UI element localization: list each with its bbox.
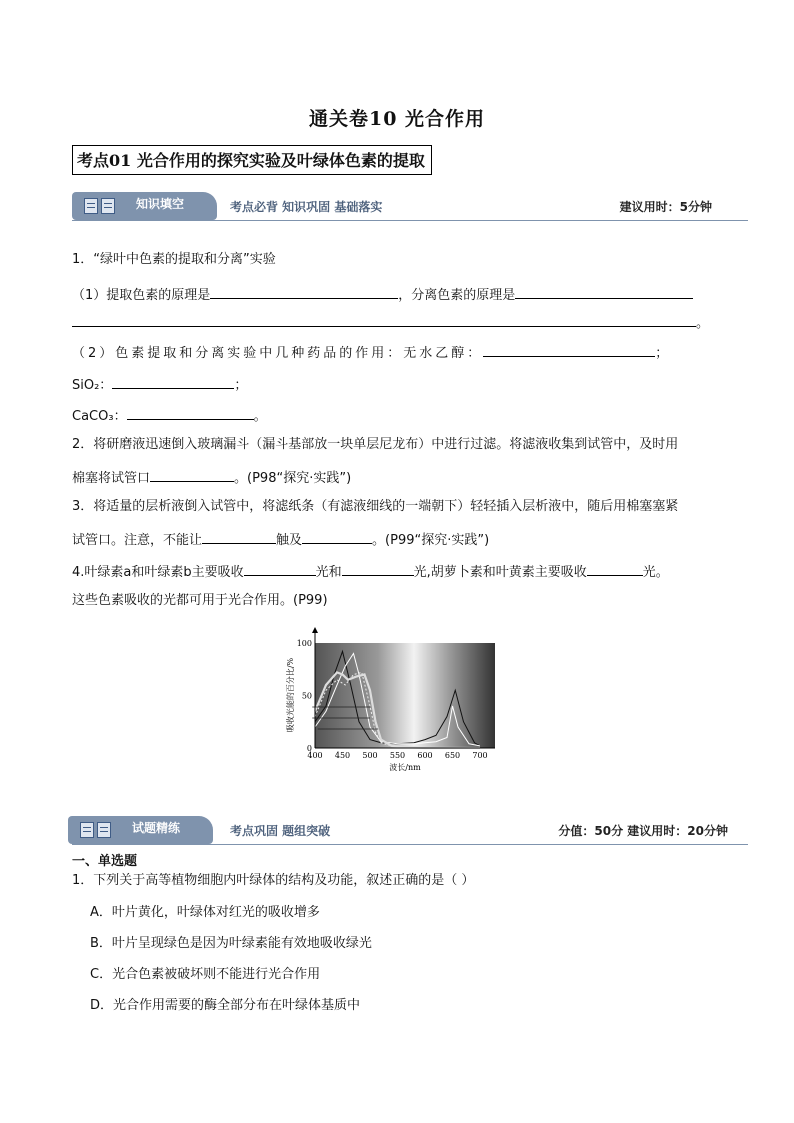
answer-blank[interactable] bbox=[150, 468, 234, 482]
item-2-line-2 bbox=[72, 468, 351, 487]
answer-blank[interactable] bbox=[202, 530, 276, 544]
x-tick-label: 700 bbox=[472, 751, 488, 760]
item-4-text-b: 光和 bbox=[315, 565, 342, 580]
item-4-text-d: 光。 bbox=[642, 565, 669, 580]
item-2-text-a: 棉塞将试管口 bbox=[72, 471, 151, 486]
item-3-text-c: 。(P99“探究·实践”) bbox=[372, 533, 490, 548]
period: 。 bbox=[696, 316, 710, 331]
item-4-line-2: 这些色素吸收的光都可用于光合作用。(P99) bbox=[72, 593, 328, 608]
y-tick-label: 100 bbox=[296, 639, 312, 648]
section-heading: 考点01 光合作用的探究实验及叶绿体色素的提取 bbox=[72, 145, 432, 175]
item-4-text-a: 4.叶绿素a和叶绿素b主要吸收 bbox=[72, 565, 244, 580]
banner-description: 考点必背 知识巩固 基础落实 bbox=[230, 200, 383, 214]
practice-banner bbox=[72, 816, 748, 846]
chart-svg bbox=[285, 625, 495, 775]
option-d[interactable]: D．光合作用需要的酶全部分布在叶绿体基质中 bbox=[90, 998, 361, 1013]
x-tick-label: 400 bbox=[307, 751, 323, 760]
item-1-1-text-a: （1）提取色素的原理是 bbox=[72, 288, 211, 303]
question-section-heading: 一、单选题 bbox=[72, 854, 138, 869]
x-tick-label: 650 bbox=[444, 751, 461, 760]
banner-description: 考点巩固 题组突破 bbox=[230, 824, 331, 838]
item-3-text-b: 触及 bbox=[276, 533, 303, 548]
option-a[interactable]: A．叶片黄化，叶绿体对红光的吸收增多 bbox=[90, 905, 320, 920]
banner-tag-label: 试题精练 bbox=[132, 821, 181, 835]
banner-tag bbox=[72, 192, 217, 220]
question-1-stem: 1．下列关于高等植物细胞内叶绿体的结构及功能，叙述正确的是（ ） bbox=[72, 873, 475, 888]
item-2-line-1: 2．将研磨液迅速倒入玻璃漏斗（漏斗基部放一块单层尼龙布）中进行过滤。将滤液收集到试管中，及时用 bbox=[72, 437, 679, 452]
score-and-time: 分值：50分 建议用时：20分钟 bbox=[558, 824, 728, 838]
item-1-heading: 1．“绿叶中色素的提取和分离”实验 bbox=[72, 252, 276, 267]
period: 。 bbox=[253, 409, 267, 424]
item-1-1-text-b: ，分离色素的原理是 bbox=[398, 288, 516, 303]
sio2-line bbox=[72, 375, 247, 394]
knowledge-banner bbox=[72, 192, 748, 222]
book-icon bbox=[80, 822, 114, 838]
item-1-1 bbox=[72, 285, 693, 304]
option-c[interactable]: C．光合色素被破坏则不能进行光合作用 bbox=[90, 967, 321, 982]
item-1-1-cont bbox=[72, 313, 709, 332]
caco3-label: CaCO₃： bbox=[72, 409, 127, 424]
answer-blank[interactable] bbox=[72, 313, 696, 327]
caco3-line bbox=[72, 406, 267, 425]
absorption-spectrum-chart bbox=[285, 625, 495, 775]
item-1-2 bbox=[72, 343, 671, 362]
x-axis-label: 波长/nm bbox=[389, 763, 421, 772]
item-2-text-b: 。(P98“探究·实践”) bbox=[234, 471, 352, 486]
item-3-line-1: 3．将适量的层析液倒入试管中，将滤纸条（有滤液细线的一端朝下）轻轻插入层析液中，随后用棉塞塞紧 bbox=[72, 499, 679, 514]
item-4-line-1 bbox=[72, 562, 669, 581]
y-axis-label: 吸收光能的百分比/% bbox=[286, 657, 295, 733]
y-tick-label: 50 bbox=[301, 691, 312, 701]
book-icon bbox=[84, 198, 118, 214]
x-tick-label: 500 bbox=[362, 751, 378, 760]
sio2-label: SiO₂： bbox=[72, 378, 113, 393]
semicolon: ； bbox=[234, 378, 248, 393]
answer-blank[interactable] bbox=[483, 343, 655, 357]
spectrum-background bbox=[315, 643, 495, 748]
answer-blank[interactable] bbox=[587, 562, 643, 576]
option-b[interactable]: B．叶片呈现绿色是因为叶绿素能有效地吸收绿光 bbox=[90, 936, 372, 951]
answer-blank[interactable] bbox=[127, 406, 254, 420]
answer-blank[interactable] bbox=[244, 562, 316, 576]
answer-blank[interactable] bbox=[342, 562, 414, 576]
item-3-text-a: 试管口。注意，不能让 bbox=[72, 533, 203, 548]
answer-blank[interactable] bbox=[302, 530, 372, 544]
page-title: 通关卷10 光合作用 bbox=[308, 108, 486, 130]
banner-tag-label: 知识填空 bbox=[136, 197, 185, 211]
y-tick-label: 0 bbox=[306, 744, 312, 753]
semicolon: ； bbox=[655, 346, 672, 361]
suggested-time: 建议用时：5分钟 bbox=[619, 200, 712, 214]
x-tick-label: 600 bbox=[417, 751, 433, 760]
answer-blank[interactable] bbox=[210, 285, 398, 299]
x-tick-label: 550 bbox=[389, 751, 406, 760]
item-4-text-c: 光,胡萝卜素和叶黄素主要吸收 bbox=[413, 565, 587, 580]
x-tick-label: 450 bbox=[334, 751, 351, 760]
banner-tag bbox=[68, 816, 213, 844]
answer-blank[interactable] bbox=[515, 285, 693, 299]
answer-blank[interactable] bbox=[112, 375, 234, 389]
item-3-line-2 bbox=[72, 530, 489, 549]
item-1-2-text: （2）色素提取和分离实验中几种药品的作用：无水乙醇： bbox=[72, 346, 484, 361]
